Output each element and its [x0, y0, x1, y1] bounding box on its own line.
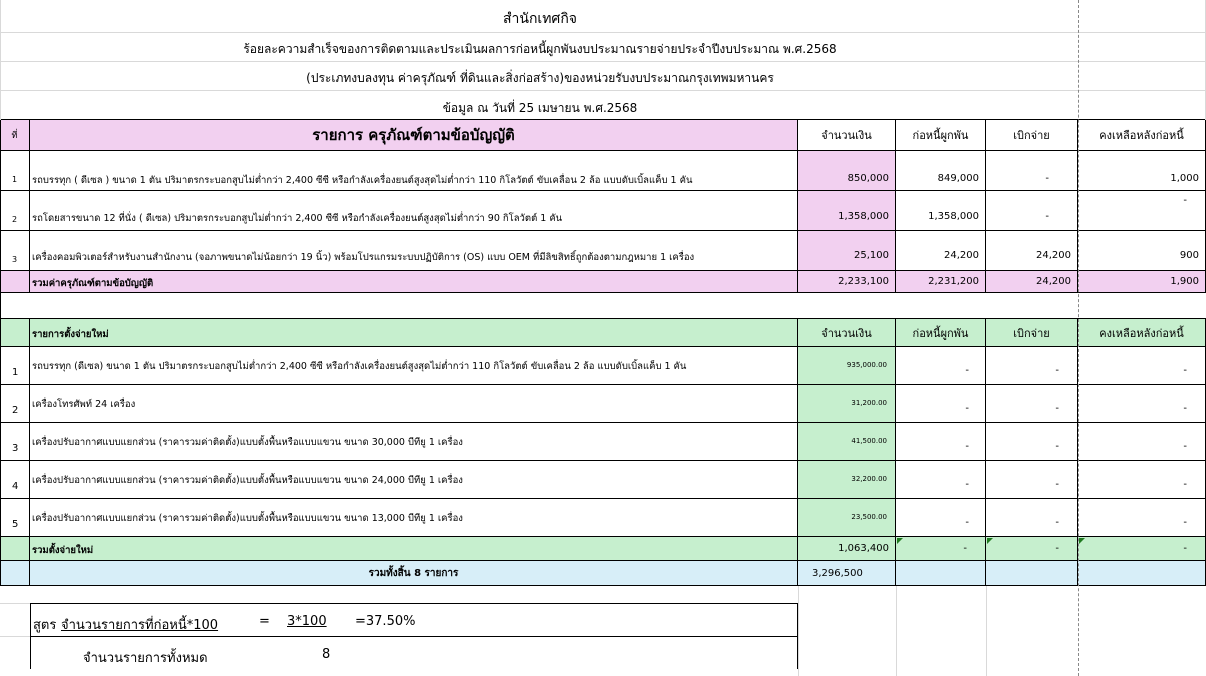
row-number: 2 — [0, 191, 30, 231]
total-label: รวมค่าครุภัณฑ์ตามข้อบัญญัติ — [30, 271, 798, 293]
row-disburse: - — [986, 423, 1078, 461]
row-item: เครื่องปรับอากาศแบบแยกส่วน (ราคารวมค่าติดตั้ง)แบบตั้งพื้นหรือแบบแขวน ขนาด 13,000 บีทียู 1 เครื่อง — [30, 499, 798, 537]
row-remain: - — [1078, 347, 1206, 385]
blank-row — [0, 293, 1206, 319]
row-number: 3 — [0, 231, 30, 271]
col-no-header — [0, 319, 30, 347]
row-number: 1 — [0, 347, 30, 385]
table-row — [0, 499, 1206, 537]
section1-header — [0, 120, 1206, 151]
col-item-header: รายการตั้งจ่ายใหม่ — [30, 319, 798, 347]
gridline — [0, 603, 30, 604]
error-indicator — [987, 538, 993, 544]
row-commit: 849,000 — [896, 151, 986, 191]
row-item: รถบรรทุก ( ดีเซล ) ขนาด 1 ตัน ปริมาตรกระบอกสูบไม่ต่ำกว่า 2,400 ซีซี หรือกำลังเครื่องยนต์สูงสุดไม่ต่ำกว่า 110 กิโลวัตต์ ขับเคลื่อน 2 ล้อ แบบดับเบิ้ลแค็บ 1 คัน — [30, 151, 798, 191]
row-item: เครื่องปรับอากาศแบบแยกส่วน (ราคารวมค่าติดตั้ง)แบบตั้งพื้นหรือแบบแขวน ขนาด 24,000 บีทียู 1 เครื่อง — [30, 461, 798, 499]
table-row — [0, 151, 1206, 191]
row-disburse: - — [986, 461, 1078, 499]
grand-total-label: รวมทั้งสิ้น 8 รายการ — [30, 561, 798, 586]
col-no-header: ที่ — [0, 120, 30, 151]
total-disburse: 24,200 — [986, 271, 1078, 293]
col-amount-header: จำนวนเงิน — [798, 319, 896, 347]
row-number: 4 — [0, 461, 30, 499]
total-commit: - — [896, 537, 986, 561]
row-item: เครื่องโทรศัพท์ 24 เครื่อง — [30, 385, 798, 423]
gridline — [0, 636, 30, 637]
grand-empty — [1078, 561, 1206, 586]
col-disburse-header: เบิกจ่าย — [986, 319, 1078, 347]
report-date: ข้อมูล ณ วันที่ 25 เมษายน พ.ศ.2568 — [442, 101, 638, 115]
row-remain: 900 — [1078, 231, 1206, 271]
row-item: รถบรรทุก (ดีเซล) ขนาด 1 ตัน ปริมาตรกระบอกสูบไม่ต่ำกว่า 2,400 ซีซี หรือกำลังเครื่องยนต์สูงสุดไม่ต่ำกว่า 110 กิโลวัตต์ ขับเคลื่อน 2 ล้อ แบบดับเบิ้ลแค็บ 1 คัน — [30, 347, 798, 385]
page-break-line — [1078, 0, 1079, 676]
row-amount: 850,000 — [798, 151, 896, 191]
table-row — [0, 461, 1206, 499]
grand-total-row — [0, 561, 1206, 586]
total-remain: - — [1078, 537, 1206, 561]
row-commit: - — [896, 423, 986, 461]
table-row — [0, 423, 1206, 461]
col-remain-header: คงเหลือหลังก่อหนี้ — [1078, 120, 1206, 151]
row-number: 2 — [0, 385, 30, 423]
formula-numerator-label: จำนวนรายการที่ก่อหนี้*100 — [61, 618, 219, 633]
row-disburse: - — [986, 347, 1078, 385]
row-amount: 1,358,000 — [798, 191, 896, 231]
row-remain: - — [1078, 499, 1206, 537]
formula-numerator-value: 3*100 — [287, 614, 327, 629]
row-commit: - — [896, 385, 986, 423]
row-remain: 1,000 — [1078, 151, 1206, 191]
col-item-header: รายการ ครุภัณฑ์ตามข้อบัญญัติ — [30, 120, 798, 151]
row-item: เครื่องปรับอากาศแบบแยกส่วน (ราคารวมค่าติดตั้ง)แบบตั้งพื้นหรือแบบแขวน ขนาด 30,000 บีทียู 1 เครื่อง — [30, 423, 798, 461]
report-title: ร้อยละความสำเร็จของการติดตามและประเมินผลการก่อหนี้ผูกพันงบประมาณรายจ่ายประจำปีงบประมาณ พ.ศ.2568 — [243, 42, 837, 56]
row-commit: 24,200 — [896, 231, 986, 271]
formula-equals: = — [259, 614, 270, 629]
row-number: 5 — [0, 499, 30, 537]
col-disburse-header: เบิกจ่าย — [986, 120, 1078, 151]
col-commit-header: ก่อหนี้ผูกพัน — [896, 319, 986, 347]
row-remain: - — [1078, 461, 1206, 499]
total-amount: 2,233,100 — [798, 271, 896, 293]
row-amount: 23,500.00 — [798, 499, 896, 537]
formula-result: =37.50% — [355, 614, 416, 629]
formula-prefix: สูตร — [33, 618, 57, 633]
total-commit: 2,231,200 — [896, 271, 986, 293]
grand-spacer — [0, 561, 30, 586]
table-row — [0, 347, 1206, 385]
row-commit: 1,358,000 — [896, 191, 986, 231]
col-remain-header: คงเหลือหลังก่อหนี้ — [1078, 319, 1206, 347]
table-row — [0, 385, 1206, 423]
total-spacer — [0, 271, 30, 293]
row-amount: 935,000.00 — [798, 347, 896, 385]
row-commit: - — [896, 499, 986, 537]
row-disburse: - — [986, 499, 1078, 537]
title-frame — [0, 0, 1206, 120]
report-subtitle: (ประเภทงบลงทุน ค่าครุภัณฑ์ ที่ดินและสิ่งก่อสร้าง)ของหน่วยรับงบประมาณกรุงเทพมหานคร — [306, 71, 774, 85]
section2-header — [0, 319, 1206, 347]
total-label: รวมตั้งจ่ายใหม่ — [30, 537, 798, 561]
formula-box — [30, 603, 798, 669]
row-amount: 41,500.00 — [798, 423, 896, 461]
row-commit: - — [896, 347, 986, 385]
gridline — [896, 586, 897, 676]
total-disburse: - — [986, 537, 1078, 561]
grand-empty — [896, 561, 986, 586]
row-number: 3 — [0, 423, 30, 461]
total-spacer — [0, 537, 30, 561]
row-item: รถโดยสารขนาด 12 ที่นั่ง ( ดีเซล) ปริมาตรกระบอกสูบไม่ต่ำกว่า 2,400 ซีซี หรือกำลังเครื่องยนต์สูงสุดไม่ต่ำกว่า 90 กิโลวัตต์ 1 คัน — [30, 191, 798, 231]
row-amount: 32,200.00 — [798, 461, 896, 499]
row-amount: 25,100 — [798, 231, 896, 271]
row-disburse: - — [986, 385, 1078, 423]
col-amount-header: จำนวนเงิน — [798, 120, 896, 151]
table-left-border — [0, 120, 1, 586]
row-amount: 31,200.00 — [798, 385, 896, 423]
org-title: สำนักเทศกิจ — [502, 11, 578, 27]
row-commit: - — [896, 461, 986, 499]
total-remain: 1,900 — [1078, 271, 1206, 293]
row-disburse: 24,200 — [986, 231, 1078, 271]
row-remain: - — [1078, 385, 1206, 423]
formula-denominator-value: 8 — [322, 647, 331, 662]
row-disburse: - — [986, 191, 1078, 231]
grand-empty — [986, 561, 1078, 586]
section1-total-row — [0, 271, 1206, 293]
grand-total-amount: 3,296,500 — [798, 561, 896, 586]
formula-line-2 — [31, 637, 797, 670]
error-indicator — [897, 538, 903, 544]
formula-line-1 — [31, 604, 797, 637]
row-remain: - — [1078, 423, 1206, 461]
table-row — [0, 191, 1206, 231]
row-disburse: - — [986, 151, 1078, 191]
table-row — [0, 231, 1206, 271]
row-item: เครื่องคอมพิวเตอร์สำหรับงานสำนักงาน (จอภาพขนาดไม่น้อยกว่า 19 นิ้ว) พร้อมโปรแกรมระบบปฏิบัติการ (OS) แบบ OEM ที่มีลิขสิทธิ์ถูกต้องตามกฎหมาย 1 เครื่อง — [30, 231, 798, 271]
gridline — [986, 586, 987, 676]
formula-denominator-label: จำนวนรายการทั้งหมด — [83, 651, 208, 666]
total-amount: 1,063,400 — [798, 537, 896, 561]
row-remain: - — [1078, 191, 1206, 231]
error-indicator — [1079, 538, 1085, 544]
gridline — [798, 586, 799, 676]
section2-total-row — [0, 537, 1206, 561]
col-commit-header: ก่อหนี้ผูกพัน — [896, 120, 986, 151]
row-number: 1 — [0, 151, 30, 191]
